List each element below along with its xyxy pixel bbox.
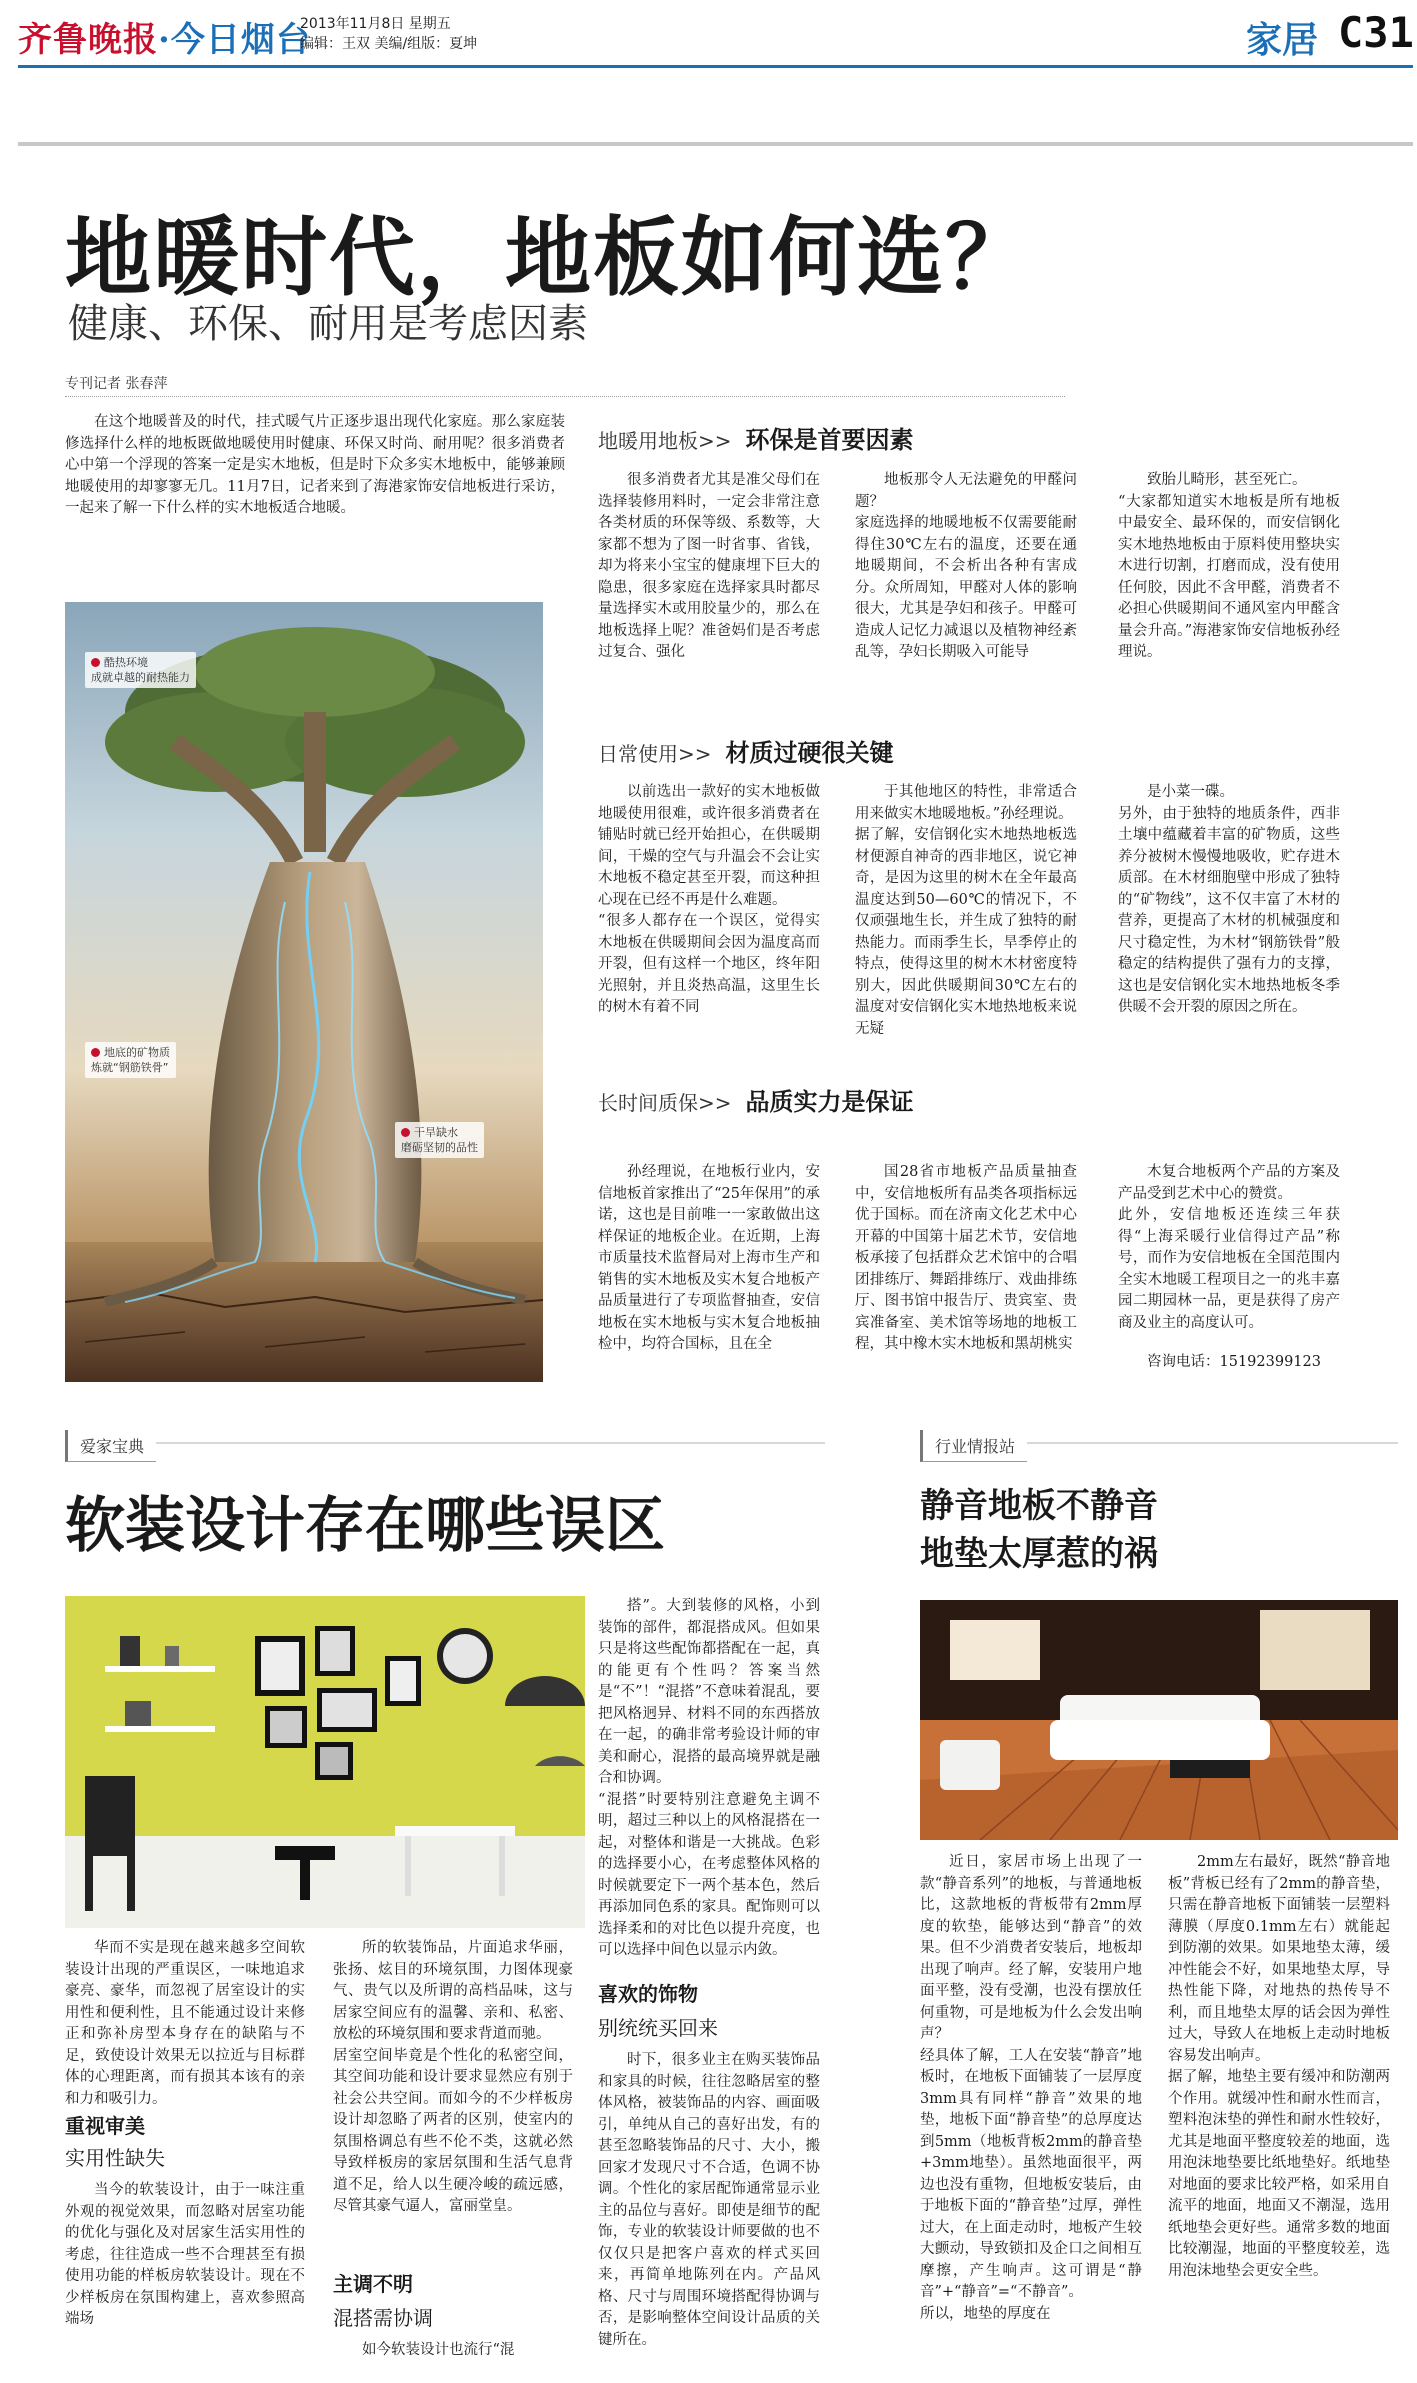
soft-section-rule [65, 1442, 825, 1444]
tree-tag-heat: 酷热环境 成就卓越的耐热能力 [85, 652, 196, 688]
baobab-tree-image [65, 602, 543, 1382]
soft-subhead-2b: 混搭需协调 [333, 2306, 433, 2330]
masthead-meta [300, 14, 477, 54]
tree-tag-minerals: 地底的矿物质 炼就“钢筋铁骨” [85, 1042, 176, 1078]
tree-tag-drought: 干旱缺水 磨砺坚韧的品性 [395, 1122, 484, 1158]
soft-subhead-1b: 实用性缺失 [65, 2146, 165, 2170]
soft-col-2b: 如今软装设计也流行“混 [362, 2342, 515, 2358]
soft-top-right-col: 搭”。大到装修的风格，小到装饰的部件，都混搭成风。但如果只是将这些配饰都搭配在一起，真的能更有个性吗？答案当然是“不”！“混搭”不意味着混乱，要把风格迥异、材料不同的东西搭放在一起，的确非常考验设计师的审美和耐心，混搭的最高境界就是融合和协调。 “混搭”时要特别注意避免主调不明，超过三种以上的风格混搭在一起，对整体和谐是一大挑战。色彩的选择要小心，在考虑整体风格的时候就要定下一两个基本色，然后再添加同色系的家具。配饰则可以选择柔和的对比色以提升亮度，也可以选择中间色以显示内敛。 [598, 1598, 820, 1958]
floor-headline-line-2: 地垫太厚惹的祸 [920, 1534, 1158, 1574]
section-1-col-2: 地板那令人无法避免的甲醛问题？ 家庭选择的地暖地板不仅需要能耐得住30℃左右的温度，还要在通地暖期间，不会析出各种有害成分。众所周知，甲醛对人体的影响很大，尤其是孕妇和孩子。甲醛可造成人记忆力减退以及植物神经紊乱等，孕妇长期吸入可能导 [855, 472, 1077, 660]
edition-name: ·今日烟台 [158, 20, 311, 60]
section-head-1 [598, 420, 914, 455]
soft-box-label: 爱家宝典 [65, 1430, 156, 1462]
section-head-3 [598, 1082, 914, 1117]
section-2-col-2: 于其他地区的特性，非常适合用来做实木地暖地板。”孙经理说。 据了解，安信钢化实木地热地板选材便源自神奇的西非地区，说它神奇，是因为这里的树木在全年最高温度达到50—60℃的情况下，不仅顽强地生长，并生成了独特的耐热能力。而雨季生长，旱季停止的特点，使得这里的树木木材密度特别大，因此供暖期间30℃左右的温度对安信钢化实木地热地板来说无疑 [855, 784, 1077, 1037]
byline-rule [65, 396, 1065, 397]
living-room-illustration [65, 1596, 585, 1928]
editors-line: 编辑：王双 美编/组版：夏坤 [300, 36, 478, 52]
date-line: 2013年11月8日 星期五 [300, 16, 451, 32]
baobab-tree-illustration [65, 602, 543, 1382]
soft-col-2: 所的软装饰品，片面追求华丽，张扬、炫目的环境氛围，力图体现豪气、贵气以及所谓的高档品味，这与居家空间应有的温馨、亲和、私密、放松的环境氛围和要求背道而驰。 居室空间毕竟是个性化的私密空间，其空间功能和设计要求显然应有别于社会公共空间。而如今的不少样板房设计却忽略了两者的区别，使室内的氛围格调总有些不伦不类，这就必然导致样板房的家居氛围和生活气息背道不足，给人以生硬冷峻的疏远感，尽管其豪气逼人，富丽堂皇。 [333, 1940, 573, 2214]
section-3-col-3: 木复合地板两个产品的方案及产品受到艺术中心的赞赏。 此外，安信地板还连续三年获得“上海采暖行业信得过产品”称号，而作为安信地板在全国范围内全实木地暖工程项目之一的兆丰嘉园二期园林一品，更是获得了房产商及业主的高度认可。 [1118, 1164, 1340, 1331]
soft-subhead-1: 重视审美 [65, 2114, 145, 2138]
intro-paragraph: 在这个地暖普及的时代，挂式暖气片正逐步退出现代化家庭。那么家庭装修选择什么样的地板既做地暖使用时健康、环保又时尚、耐用呢？很多消费者心中第一个浮现的答案一定是实木地板，但是时下众多实木地板中，能够兼顾地暖使用的却寥寥无几。11月7日，记者来到了海港家饰安信地板进行采访，一起来了解一下什么样的实木地板适合地暖。 [65, 414, 565, 516]
section-kicker: 日常使用>> [598, 742, 712, 766]
floor-headline [920, 1482, 1380, 1578]
soft-subhead-3: 喜欢的饰物 [598, 1982, 698, 2006]
section-name: 家居 [1246, 20, 1319, 61]
section-3-col-2: 国28省市地板产品质量抽查中，安信地板所有品类各项指标远优于国标。而在济南文化艺术中心开幕的中国第十届艺术节，安信地板承接了包括群众艺术馆中的合唱团排练厅、舞蹈排练厅、戏曲排练厅、图书馆中报告厅、贵宾室、贵宾准备室、美术馆等场地的地板工程，其中橡木实木地板和黑胡桃实 [855, 1164, 1077, 1352]
section-3-col-1: 孙经理说，在地板行业内，安信地板首家推出了“25年保用”的承诺，这也是目前唯一一家敢做出这样保证的地板企业。在近期，上海市质量技术监督局对上海市生产和销售的实木地板及实木复合地板产品质量进行了专项监督抽查，安信地板在实木地板与实木复合地板抽检中，均符合国标，且在全 [598, 1164, 820, 1352]
section-title: 品质实力是保证 [745, 1088, 914, 1116]
paper-logo [18, 12, 311, 61]
main-headline: 地暖时代，地板如何选？ [65, 207, 1033, 308]
bullet-icon [401, 1128, 410, 1137]
bullet-icon [91, 1048, 100, 1057]
floor-col-1: 近日，家居市场上出现了一款“静音系列”的地板，与普通地板比，这款地板的背板带有2mm厚度的软垫，能够达到“静音”的效果。但不少消费者安装后，地板却出现了响声。经了解，安装用户地面平整，没有受潮，也没有摆放任何重物，可是地板为什么会发出响声？ 经具体了解，工人在安装“静音”地板时，在地板下面铺装了一层厚度3mm具有同样“静音”效果的地垫，地板下面“静音垫”的总厚度达到5mm（地板背板2mm的静音垫+3mm地垫）。虽然地面很平，两边也没有重物，但地板安装后，由于地板下面的“静音垫”过厚，弹性过大，在上面走动时，地板产生较大颤动，导致锁扣及企口之间相互摩擦，产生响声。这可谓是“静音”+“静音”=“不静音”。 所以，地垫的厚度在 [920, 1854, 1142, 2322]
floor-headline-line-1: 静音地板不静音 [920, 1486, 1158, 1526]
page-number: C31 [1338, 8, 1414, 57]
masthead-rule [18, 65, 1413, 68]
soft-subhead-3b: 别统统买回来 [598, 2016, 718, 2040]
floor-box-label: 行业情报站 [920, 1430, 1027, 1462]
floor-col-2: 2mm左右最好，既然“静音地板”背板已经有了2mm的静音垫，只需在静音地板下面铺装一层塑料薄膜（厚度0.1mm左右）就能起到防潮的效果。如果地垫太薄，缓冲性能会不好，如果地垫太厚，导热性能下降，对地热的热传导不利，而且地垫太厚的话会因为弹性过大，导致人在地板上走动时地板容易发出响声。 据了解，地垫主要有缓冲和防潮两个作用。就缓冲性和耐水性而言，塑料泡沫垫的弹性和耐水性较好，尤其是地面平整度较差的地面，选用泡沫地垫要比纸地垫好。纸地垫对地面的要求比较严格，如采用自流平的地面，地面又不潮湿，选用纸地垫会更好些。通常多数的地面比较潮湿，地面的平整度较差，选用泡沫地垫会更安全些。 [1168, 1854, 1390, 2279]
section-kicker: 长时间质保>> [598, 1091, 732, 1115]
paper-name: 齐鲁晚报 [18, 20, 158, 60]
bullet-icon [91, 658, 100, 667]
soft-headline: 软装设计存在哪些误区 [65, 1491, 665, 1561]
wood-floor-image [920, 1600, 1398, 1840]
living-room-image [65, 1596, 585, 1928]
soft-col-3b: 时下，很多业主在购买装饰品和家具的时候，往往忽略居室的整体风格，被装饰品的内容、画面吸引，单纯从自己的喜好出发，有的甚至忽略装饰品的尺寸、大小，搬回家才发现尺寸不合适，色调不协调。个性化的家居配饰通常显示业主的品位与喜好。即使是细节的配饰，专业的软装设计师要做的也不仅仅只是把客户喜欢的样式买回来，再简单地陈列在内。产品风格、尺寸与周围环境搭配得协调与否，是影响整体空间设计品质的关键所在。 [598, 2052, 820, 2348]
section-title: 材质过硬很关键 [725, 739, 894, 767]
section-2-col-3: 是小菜一碟。 另外，由于独特的地质条件，西非土壤中蕴藏着丰富的矿物质，这些养分被树木慢慢地吸收，贮存进木质部。在木材细胞壁中形成了独特的“矿物线”，这不仅丰富了木材的营养，更提高了木材的机械强度和尺寸稳定性，为木材“钢筋铁骨”般稳定的结构提供了强有力的支撑，这也是安信钢化实木地热地板冬季供暖不会开裂的原因之所在。 [1118, 784, 1340, 1015]
soft-col-1: 华而不实是现在越来越多空间软装设计出现的严重误区，一味地追求豪亮、豪华，而忽视了居室设计的实用性和便利性，且不能通过设计来修正和弥补房型本身存在的缺陷与不足，致使设计效果无以拉近与目标群体的心理距离，而有损其本该有的亲和力和吸引力。 [65, 1940, 305, 2107]
byline: 专刊记者 张春萍 [65, 376, 168, 392]
section-head-2 [598, 733, 894, 768]
section-1-col-3: 致胎儿畸形，甚至死亡。 “大家都知道实木地板是所有地板中最安全、最环保的，而安信钢化实木地热地板由于原料使用整块实木进行切割，打磨而成，没有使用任何胶，因此不含甲醛，消费者不必担心供暖期间不通风室内甲醛含量会升高。”海港家饰安信地板孙经理说。 [1118, 472, 1340, 660]
hotline: 咨询电话：15192399123 [1147, 1354, 1321, 1370]
wood-floor-illustration [920, 1600, 1398, 1840]
main-subhead: 健康、环保、耐用是考虑因素 [68, 301, 588, 347]
soft-col-1b: 当今的软装设计，由于一味注重外观的视觉效果，而忽略对居室功能的优化与强化及对居家生活实用性的考虑，往往造成一些不合理甚至有损使用功能的样板房软装设计。现在不少样板房在氛围构建上，喜欢参照高端场 [65, 2182, 305, 2327]
section-title: 环保是首要因素 [745, 426, 914, 454]
soft-subhead-2: 主调不明 [333, 2272, 413, 2296]
section-2-col-1: 以前选出一款好的实木地板做地暖使用很难，或许很多消费者在铺贴时就已经开始担心，在供暖期间，干燥的空气与升温会不会让实木地板不稳定甚至开裂，而这种担心现在已经不再是什么难题。 “很多人都存在一个误区，觉得实木地板在供暖期间会因为温度高而开裂，但有这样一个地区，终年阳光照射，并且炎热高温，这里生长的树木有着不同 [598, 784, 820, 1015]
gray-rule [18, 142, 1413, 146]
section-kicker: 地暖用地板>> [598, 429, 732, 453]
section-1-col-1: 很多消费者尤其是准父母们在选择装修用料时，一定会非常注意各类材质的环保等级、系数等，大家都不想为了图一时省事、省钱，却为将来小宝宝的健康埋下巨大的隐患，很多家庭在选择家具时都尽量选择实木或用胶量少的，那么在地板选择上呢？准爸妈们是否考虑过复合、强化 [598, 472, 820, 660]
